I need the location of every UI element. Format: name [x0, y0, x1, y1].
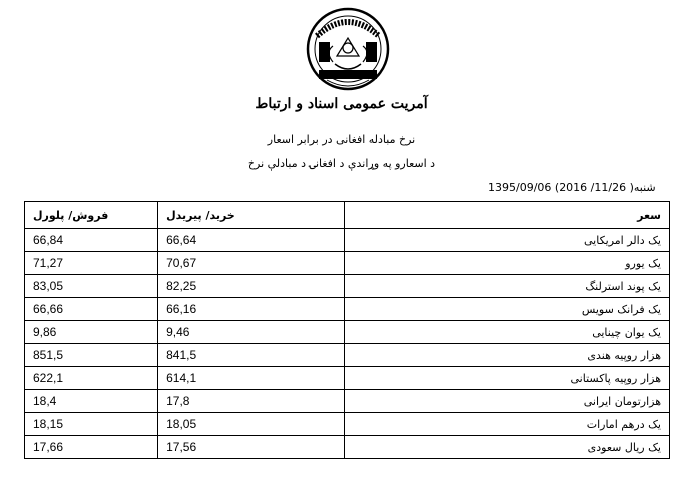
- table-row: [25, 367, 670, 390]
- sell-rate: 9,86: [25, 321, 158, 344]
- buy-rate: 9,46: [158, 321, 345, 344]
- currency-name: هزارتومان ایرانی: [345, 390, 670, 413]
- sell-rate: 66,66: [25, 298, 158, 321]
- subtitle-dari: نرخ مبادله افغانی در برابر اسعار: [267, 133, 416, 146]
- buy-rate: 70,67: [158, 252, 345, 275]
- sell-rate: 17,66: [25, 436, 158, 459]
- da-afghanistan-bank-logo: [305, 6, 391, 92]
- buy-rate: 841,5: [158, 344, 345, 367]
- buy-rate: 17,56: [158, 436, 345, 459]
- table-row: [25, 298, 670, 321]
- currency-name: یک یوان چینایی: [345, 321, 670, 344]
- date-value: 1395/09/06 (2016 /11/26 ): [488, 181, 634, 194]
- table-row: [25, 229, 670, 252]
- buy-rate: 66,64: [158, 229, 345, 252]
- currency-name: هزار روپیه هندی: [345, 344, 670, 367]
- currency-name: یک یورو: [345, 252, 670, 275]
- currency-name: یک درهم امارات: [345, 413, 670, 436]
- table-row: [25, 390, 670, 413]
- table-row: [25, 436, 670, 459]
- buy-rate: 17,8: [158, 390, 345, 413]
- sell-rate: 18,15: [25, 413, 158, 436]
- buy-rate: 18,05: [158, 413, 345, 436]
- sell-rate: 18,4: [25, 390, 158, 413]
- buy-rate: 82,25: [158, 275, 345, 298]
- currency-name: هزار روپیه پاکستانی: [345, 367, 670, 390]
- department-title: آمریت عمومی اسناد و ارتباط: [255, 96, 428, 112]
- exchange-rate-table: [24, 201, 670, 459]
- table-row: [25, 275, 670, 298]
- table-header-row: [25, 202, 670, 229]
- subtitle-pashto: د اسعارو په وړاندې د افغانۍ د مبادلې نرخ: [247, 157, 436, 170]
- table-row: [25, 344, 670, 367]
- column-header-sell: فروش/ پلورل: [25, 202, 158, 229]
- buy-rate: 66,16: [158, 298, 345, 321]
- sell-rate: 622,1: [25, 367, 158, 390]
- currency-name: یک دالر امریکایی: [345, 229, 670, 252]
- sell-rate: 851,5: [25, 344, 158, 367]
- currency-name: یک ریال سعودی: [345, 436, 670, 459]
- column-header-currency: سعر: [345, 202, 670, 229]
- day-label: شنبه: [633, 181, 656, 194]
- currency-name: یک فرانک سویس: [345, 298, 670, 321]
- table-row: [25, 321, 670, 344]
- column-header-buy: خرید/ پیریدل: [158, 202, 345, 229]
- currency-name: یک پوند استرلنگ: [345, 275, 670, 298]
- sell-rate: 83,05: [25, 275, 158, 298]
- date-line: [488, 181, 656, 194]
- buy-rate: 614,1: [158, 367, 345, 390]
- sell-rate: 66,84: [25, 229, 158, 252]
- table-row: [25, 252, 670, 275]
- table-row: [25, 413, 670, 436]
- sell-rate: 71,27: [25, 252, 158, 275]
